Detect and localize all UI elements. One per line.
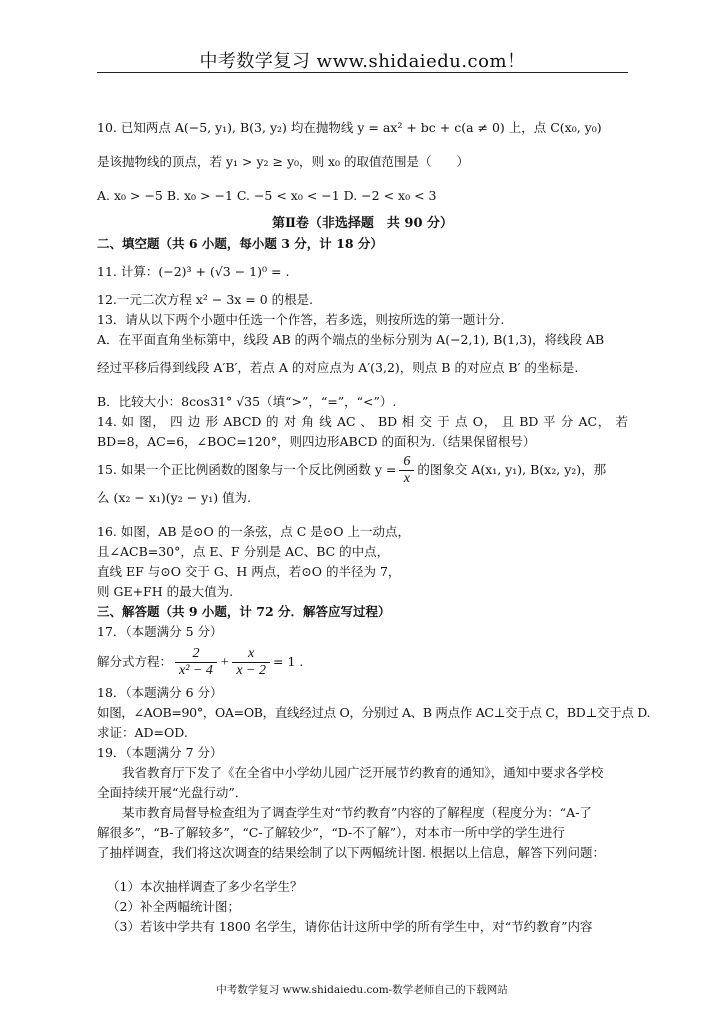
question-16-line-3: 直线 EF 与⊙O 交于 G、H 两点，若⊙O 的半径为 7， (97, 564, 401, 579)
question-16-line-1: 16. 如图，AB 是⊙O 的一条弦，点 C 是⊙O 上一动点， (97, 524, 410, 539)
section-2-heading: 二、填空题（共 6 小题，每小题 3 分，计 18 分） (97, 236, 383, 251)
question-19-para-1-line-1: 我省教育厅下发了《在全省中小学幼儿园广泛开展节约教育的通知》，通知中要求各学校 (122, 765, 604, 780)
question-17-equation (97, 642, 628, 683)
question-18-heading: 18．（本题满分 6 分） (97, 685, 223, 700)
question-13: 13．请从以下两个小题中任选一个作答，若多选，则按所选的第一题计分. (97, 312, 505, 327)
fraction-numerator: 6 (403, 454, 411, 469)
question-13-a-line-2: 经过平移后得到线段 A′B′，若点 A 的对应点为 A′(3,2)，则点 B 的对应点 B′ 的坐标是. (97, 360, 579, 375)
plus-sign: + (219, 655, 230, 670)
question-19-sub-3: （3）若该中学共有 1800 名学生，请你估计这所中学的所有学生中，对“节约教育”内容 (107, 919, 593, 934)
section-3-heading: 三、解答题（共 9 小题，计 72 分．解答应写过程） (97, 604, 391, 619)
question-19-sub-1: （1）本次抽样调查了多少名学生？ (107, 879, 303, 894)
question-19-heading: 19．（本题满分 7 分） (97, 745, 223, 760)
question-10-line-1: 10. 已知两点 A(−5, y₁), B(3, y₂) 均在抛物线 y = ax² + bc + c(a ≠ 0) 上，点 C(x₀, y₀) (97, 120, 602, 135)
question-19-para-2-line-1: 某市教育局督导检查组为了调查学生对“节约教育”内容的了解程度（程度分为：“A-了 (122, 805, 592, 820)
question-18-line-2: 求证：AD=OD. (97, 725, 188, 740)
question-11: 11. 计算：(−2)³ + (√3 − 1)⁰ = . (97, 264, 290, 279)
question-12: 12.一元二次方程 x² − 3x = 0 的根是. (97, 292, 314, 307)
question-18-line-1: 如图，∠AOB=90°，OA=OB，直线经过点 O，分别过 A、B 两点作 AC⊥交于点 C，BD⊥交于点 D. (97, 705, 651, 720)
fraction-numerator: x (248, 646, 255, 661)
question-13-a-line-1: A．在平面直角坐标第中，线段 AB 的两个端点的坐标分别为 A(−2,1), B(1,3)，将线段 AB (97, 332, 605, 347)
question-10-line-2: 是该抛物线的顶点，若 y₁ > y₂ ≥ y₀，则 x₀ 的取值范围是（ ） (97, 154, 470, 169)
fraction-denominator: x (399, 470, 414, 487)
question-19-sub-2: （2）补全两幅统计图； (107, 899, 240, 914)
question-19-para-1-line-2: 全面持续开展“光盘行动”． (97, 785, 248, 800)
question-15-prefix: 15. 如果一个正比例函数的图象与一个反比例函数 y = (97, 462, 397, 477)
question-17-heading: 17．（本题满分 5 分） (97, 624, 223, 639)
question-19-para-2-line-2: 解很多”，“B-了解较多”，“C-了解较少”，“D-不了解”），对本市一所中学的学生进行 (97, 825, 565, 840)
question-10-options: A. x₀ > −5 B. x₀ > −1 C. −5 < x₀ < −1 D. −2 < x₀ < 3 (97, 188, 437, 203)
question-13-b: B．比较大小：8cos31° √35（填“>”，“=”，“<”）. (97, 394, 397, 409)
equation-prefix: 解分式方程： (97, 654, 173, 669)
question-14-line-1: 14. 如 图， 四 边 形 ABCD 的 对 角 线 AC 、 BD 相 交 于 点 O， 且 BD 平 分 AC， 若 (97, 414, 628, 429)
question-14-line-2: BD=8，AC=6，∠BOC=120°，则四边形ABCD 的面积为.（结果保留根号） (97, 434, 536, 449)
page-header-title: 中考数学复习 www.shidaiedu.com！ (199, 51, 526, 72)
header-divider (97, 72, 628, 73)
equation-suffix: = 1 . (273, 654, 304, 669)
question-15-suffix: 的图象交 A(x₁, y₁), B(x₂, y₂)，那 (417, 462, 607, 477)
fraction-x-over-x-minus-2 (232, 646, 270, 679)
question-15-line-2: 么 (x₂ − x₁)(y₂ − y₁) 值为. (97, 490, 252, 505)
question-16-line-2: 且∠ACB=30°，点 E、F 分别是 AC、BC 的中点， (97, 544, 390, 559)
fraction-numerator: 2 (192, 646, 200, 661)
fraction-denominator: x² − 4 (175, 662, 217, 679)
fraction-denominator: x − 2 (232, 662, 270, 679)
exam-content (97, 118, 651, 937)
question-15-line-1 (97, 452, 628, 488)
fraction-2-over-x2-minus-4 (175, 646, 217, 679)
question-16-line-4: 则 GE+FH 的最大值为. (97, 584, 234, 599)
question-19-para-2-line-3: 了抽样调查，我们将这次调查的结果绘制了以下两幅统计图. 根据以上信息，解答下列问题： (97, 845, 605, 860)
page-footer: 中考数学复习 www.shidaiedu.com-数学老师自己的下载网站 (216, 984, 508, 996)
fraction-6-over-x (399, 454, 414, 487)
part-2-title: 第Ⅱ卷（非选择题 共 90 分） (271, 216, 454, 231)
